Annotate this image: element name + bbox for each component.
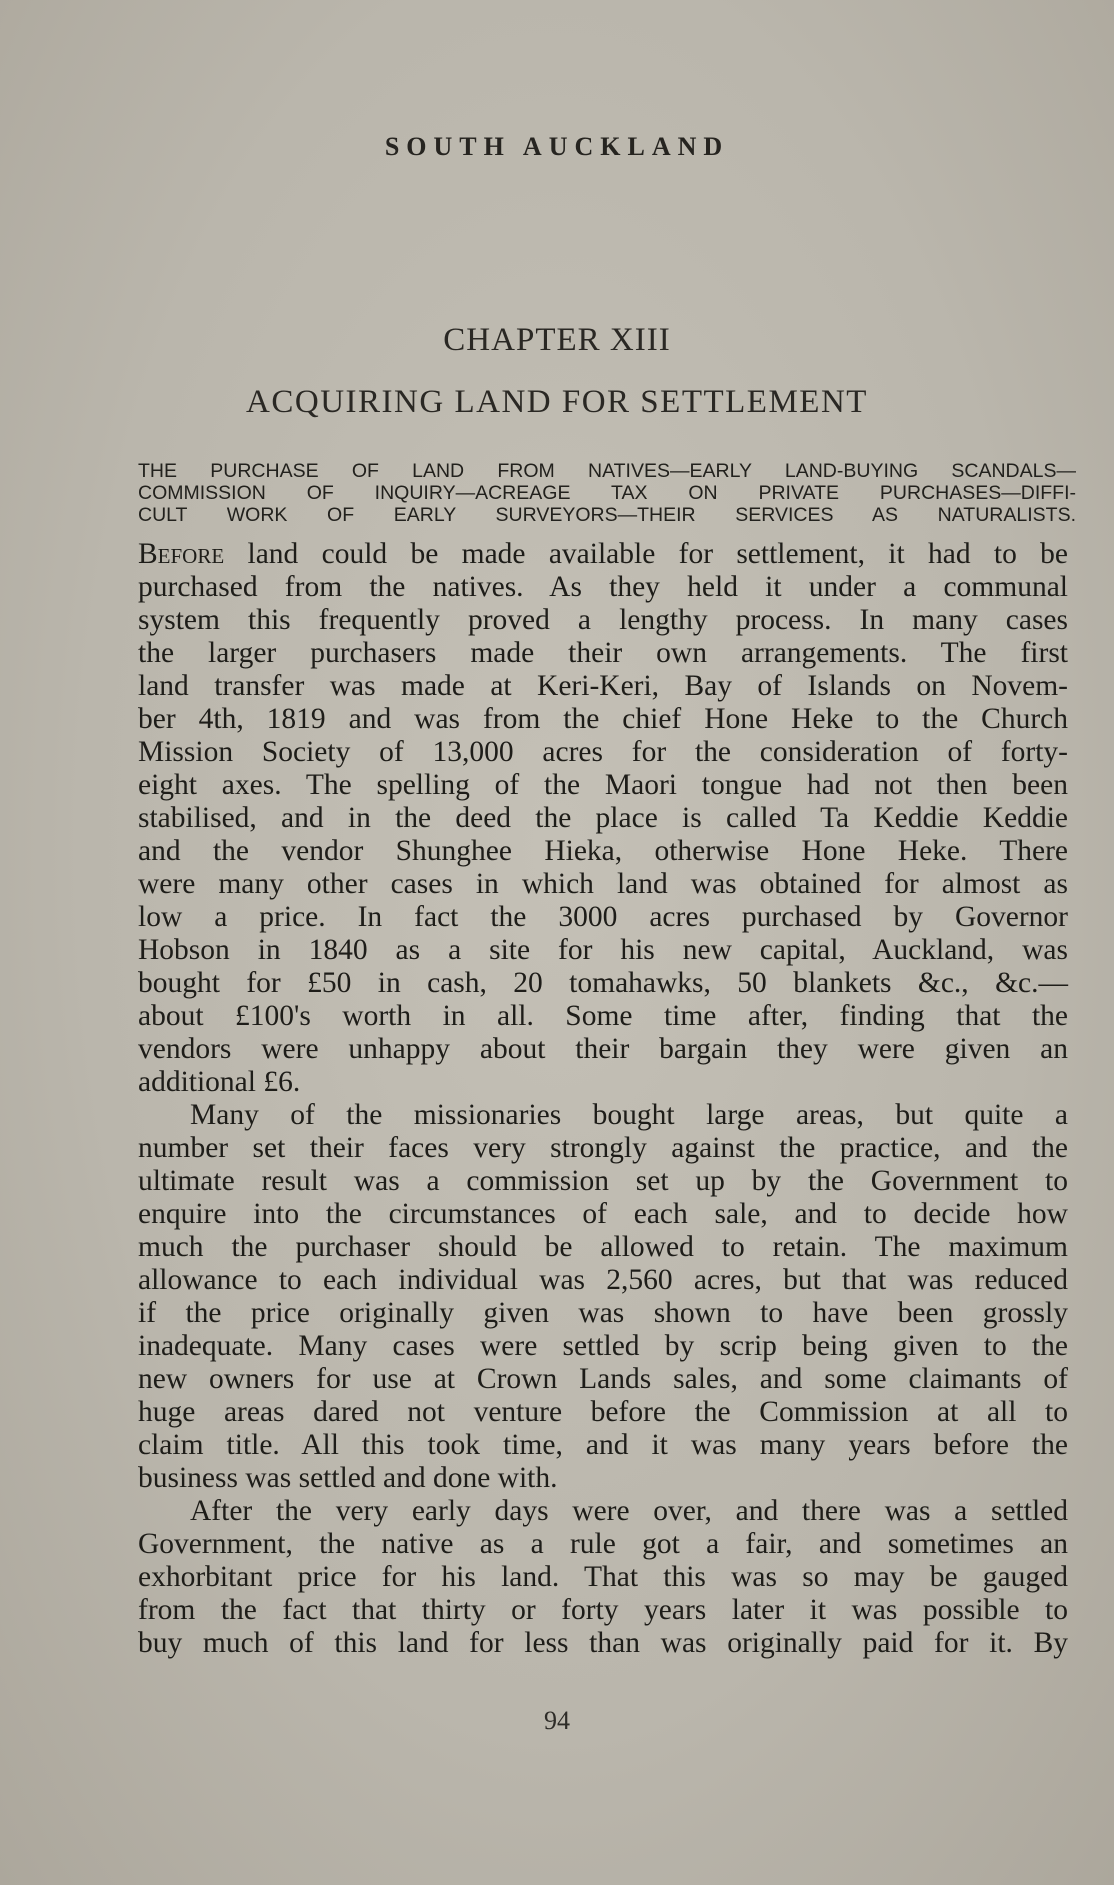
body-line: low a price. In fact the 3000 acres purchased by Governor [138,901,1068,933]
body-line: ultimate result was a commission set up by the Government to [138,1165,1068,1197]
body-line: number set their faces very strongly against the practice, and the [138,1132,1068,1164]
body-line: Hobson in 1840 as a site for his new capital, Auckland, was [138,934,1068,966]
body-text [138,538,1068,1660]
body-line: additional £6. [138,1066,301,1098]
body-line: business was settled and done with. [138,1462,558,1494]
body-line: ber 4th, 1819 and was from the chief Hone Heke to the Church [138,703,1068,735]
body-line-text: land could be made available for settlement, it had to be [224,538,1068,570]
body-line: claim title. All this took time, and it was many years before the [138,1429,1068,1461]
body-line: about £100's worth in all. Some time after, finding that the [138,1000,1068,1032]
body-line: purchased from the natives. As they held it under a communal [138,571,1068,603]
page-number: 94 [544,1706,570,1735]
synopsis-line: COMMISSION OF INQUIRY—ACREAGE TAX ON PRIVATE PURCHASES—DIFFI- [138,482,1076,504]
body-line: if the price originally given was shown to have been grossly [138,1297,1068,1329]
body-line: and the vendor Shunghee Hieka, otherwise Hone Heke. There [138,835,1068,867]
body-line: enquire into the circumstances of each sale, and to decide how [138,1198,1068,1230]
body-line: were many other cases in which land was obtained for almost as [138,868,1068,900]
body-line: bought for £50 in cash, 20 tomahawks, 50 blankets &c., &c.— [138,967,1068,999]
body-line: allowance to each individual was 2,560 acres, but that was reduced [138,1264,1068,1296]
body-line: system this frequently proved a lengthy process. In many cases [138,604,1068,636]
synopsis-line: CULT WORK OF EARLY SURVEYORS—THEIR SERVICES AS NATURALISTS. [138,504,1076,526]
chapter-title: ACQUIRING LAND FOR SETTLEMENT [246,384,868,420]
body-line: stabilised, and in the deed the place is called Ta Keddie Keddie [138,802,1068,834]
body-line: Mission Society of 13,000 acres for the consideration of forty- [138,736,1068,768]
body-line: new owners for use at Crown Lands sales, and some claimants of [138,1363,1068,1395]
body-line: buy much of this land for less than was originally paid for it. By [138,1627,1068,1659]
body-line: exhorbitant price for his land. That this was so may be gauged [138,1561,1068,1593]
body-line [138,538,1068,571]
chapter-number: CHAPTER XIII [443,322,671,358]
body-line: the larger purchasers made their own arrangements. The first [138,637,1068,669]
synopsis-line: THE PURCHASE OF LAND FROM NATIVES—EARLY LAND-BUYING SCANDALS— [138,460,1076,482]
body-line: Many of the missionaries bought large areas, but quite a [190,1099,1068,1131]
body-line: Government, the native as a rule got a fair, and sometimes an [138,1528,1068,1560]
body-line: land transfer was made at Keri-Keri, Bay of Islands on Novem- [138,670,1068,702]
body-line: inadequate. Many cases were settled by scrip being given to the [138,1330,1068,1362]
body-line: After the very early days were over, and there was a settled [190,1495,1068,1527]
lead-word: Before [138,538,225,570]
body-line: much the purchaser should be allowed to retain. The maximum [138,1231,1068,1263]
body-line: eight axes. The spelling of the Maori tongue had not then been [138,769,1068,801]
body-line: from the fact that thirty or forty years later it was possible to [138,1594,1068,1626]
body-line: vendors were unhappy about their bargain they were given an [138,1033,1068,1065]
body-line: huge areas dared not venture before the Commission at all to [138,1396,1068,1428]
chapter-synopsis [138,460,1076,526]
running-head: SOUTH AUCKLAND [384,132,730,161]
